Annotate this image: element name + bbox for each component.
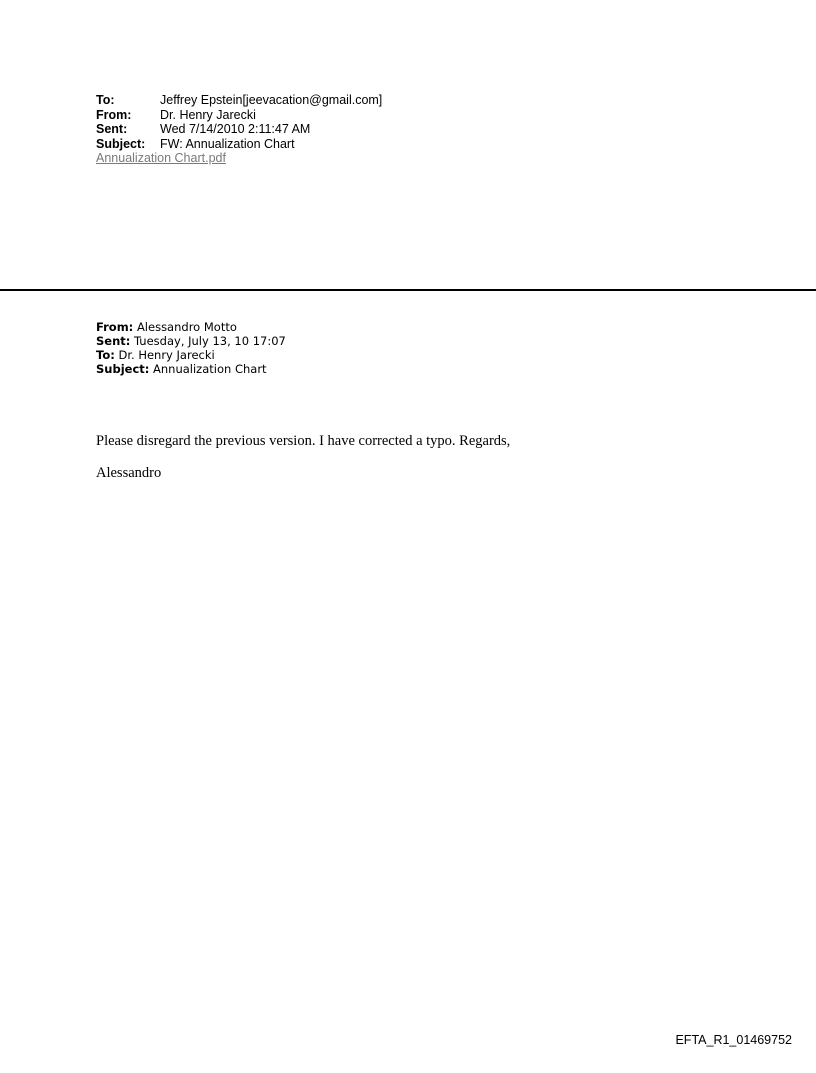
orig-to-row (96, 348, 286, 362)
sent-label: Sent: (96, 122, 128, 136)
orig-from-label: From: (96, 320, 134, 334)
orig-subject-label: Subject: (96, 362, 150, 376)
orig-subject-row (96, 362, 286, 376)
signature: Alessandro (96, 465, 162, 481)
orig-sent-label: Sent: (96, 334, 131, 348)
to-value: Jeffrey Epstein[jeevacation@gmail.com] (160, 93, 383, 107)
sent-value: Wed 7/14/2010 2:11:47 AM (160, 122, 311, 136)
attachment-link[interactable]: Annualization Chart.pdf (96, 151, 226, 165)
subject-label: Subject: (96, 136, 146, 151)
header-sent-row (96, 122, 382, 137)
orig-from-row (96, 320, 286, 334)
subject-value: FW: Annualization Chart (160, 136, 295, 151)
orig-subject-value: Annualization Chart (153, 362, 267, 376)
orig-to-label: To: (96, 348, 115, 362)
attachment-row (96, 151, 382, 166)
body-text: Please disregard the previous version. I have corrected a typo. Regards, (96, 433, 511, 449)
orig-from-value: Alessandro Motto (136, 320, 237, 334)
orig-sent-row (96, 334, 286, 348)
document-id: EFTA_R1_01469752 (675, 1033, 792, 1047)
header-to-row (96, 93, 382, 108)
to-label: To: (96, 93, 115, 107)
orig-to-value: Dr. Henry Jarecki (118, 348, 215, 362)
message-body (96, 432, 510, 496)
orig-sent-value: Tuesday, July 13, 10 17:07 (134, 334, 286, 348)
message-divider (0, 289, 816, 291)
header-from-row (96, 108, 382, 123)
from-label: From: (96, 107, 132, 122)
from-value: Dr. Henry Jarecki (160, 107, 256, 122)
original-message-header (96, 320, 286, 376)
email-header (96, 93, 382, 166)
header-subject-row (96, 137, 382, 152)
